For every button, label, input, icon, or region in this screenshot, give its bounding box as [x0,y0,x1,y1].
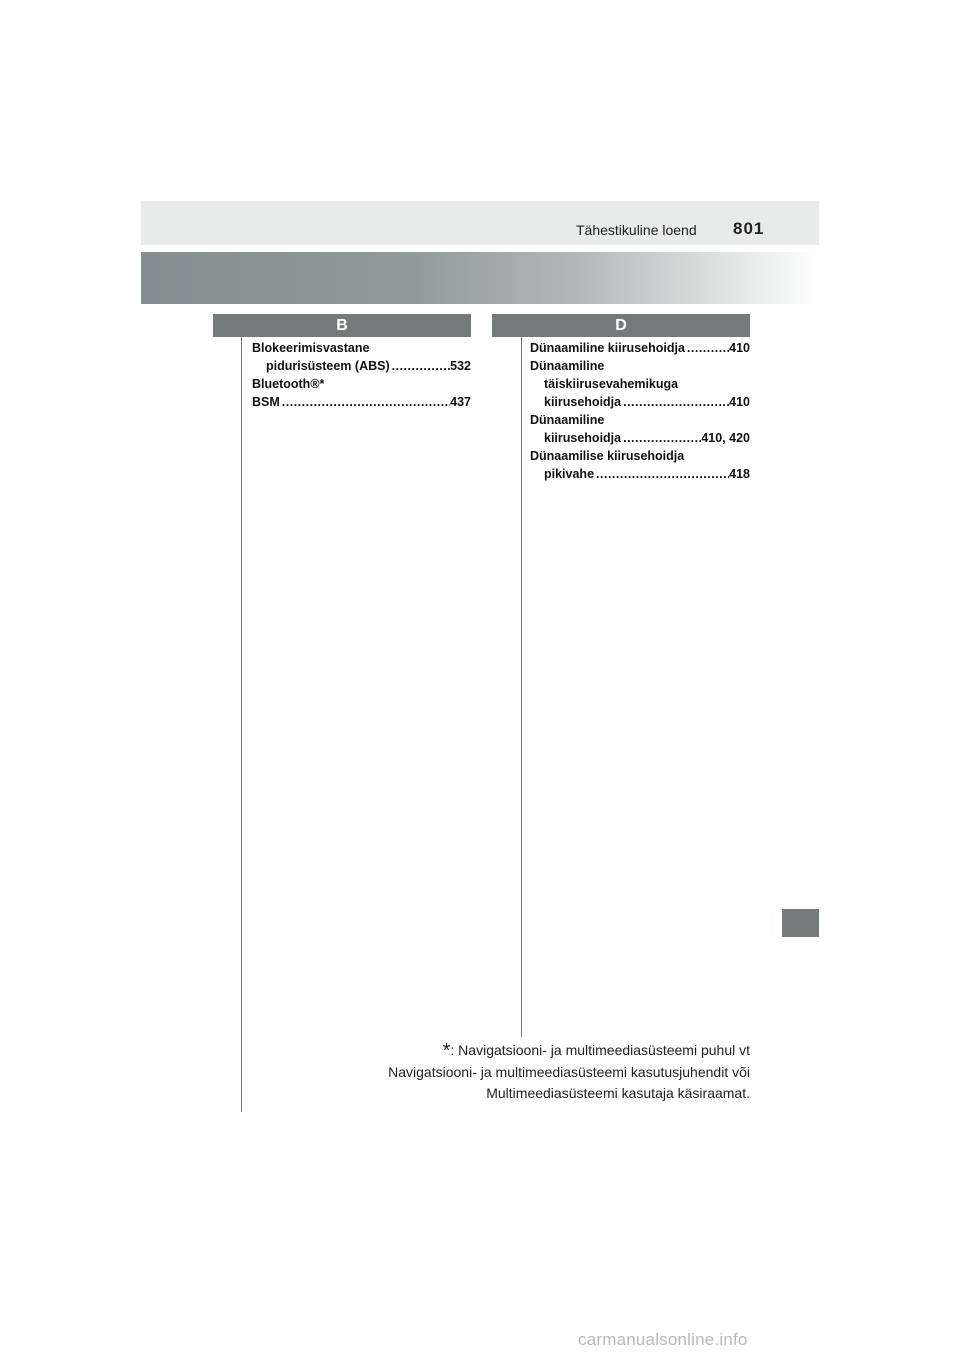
section-header-d: D [492,314,750,337]
leader-dots [621,429,701,447]
footnote-line: Navigatsiooni- ja multimeediasüsteemi kasutusjuhendit või [388,1064,750,1080]
index-entry[interactable] [252,393,471,411]
entry-text: pikivahe [544,467,595,481]
header-bar [141,201,819,245]
watermark: carmanualsonline.info [578,1330,748,1349]
index-entry[interactable] [252,339,471,375]
entry-page[interactable]: 410 [729,341,750,355]
footnote-marker: * [442,1040,451,1062]
index-column-d [530,339,750,483]
leader-dots [594,465,729,483]
footnote [300,1040,750,1104]
index-entry[interactable] [530,411,750,447]
entry-page[interactable]: 410 [729,395,750,409]
entry-page[interactable]: 437 [450,395,471,409]
index-column-b [252,339,471,411]
page-title: Tähestikuline loend [576,222,697,238]
index-entry[interactable] [530,447,750,483]
entry-text: täiskiirusevahemikuga [544,377,679,391]
header-gradient-band [141,252,819,304]
entry-text: pidurisüsteem (ABS) [266,359,390,373]
footnote-line: : Navigatsiooni- ja multimeediasüsteemi puhul vt [450,1042,750,1058]
entry-text: kiirusehoidja [544,395,622,409]
index-entry[interactable] [530,357,750,411]
index-entry[interactable] [530,339,750,357]
leader-dots [390,357,451,375]
entry-text: Dünaamilise kiirusehoidja [530,449,685,463]
entry-text: Bluetooth®* [252,377,325,391]
entry-text: BSM [252,395,280,409]
leader-dots [280,393,450,411]
column-divider-left [241,337,242,1112]
entry-text: Blokeerimisvastane [252,341,370,355]
column-divider-middle [521,337,522,1037]
entry-text: Dünaamiline [530,359,605,373]
section-header-b: B [213,314,471,337]
leader-dots [685,339,729,357]
page-number: 801 [733,219,765,238]
entry-text: Dünaamiline kiirusehoidja [530,341,685,355]
entry-page[interactable]: 532 [450,359,471,373]
chapter-tab [782,909,819,937]
entry-text: kiirusehoidja [544,431,622,445]
footnote-line: Multimeediasüsteemi kasutaja käsiraamat. [486,1085,750,1101]
entry-page[interactable]: 410, 420 [701,431,750,445]
entry-text: Dünaamiline [530,413,605,427]
leader-dots [621,393,729,411]
entry-page[interactable]: 418 [729,467,750,481]
index-entry[interactable] [252,375,471,393]
